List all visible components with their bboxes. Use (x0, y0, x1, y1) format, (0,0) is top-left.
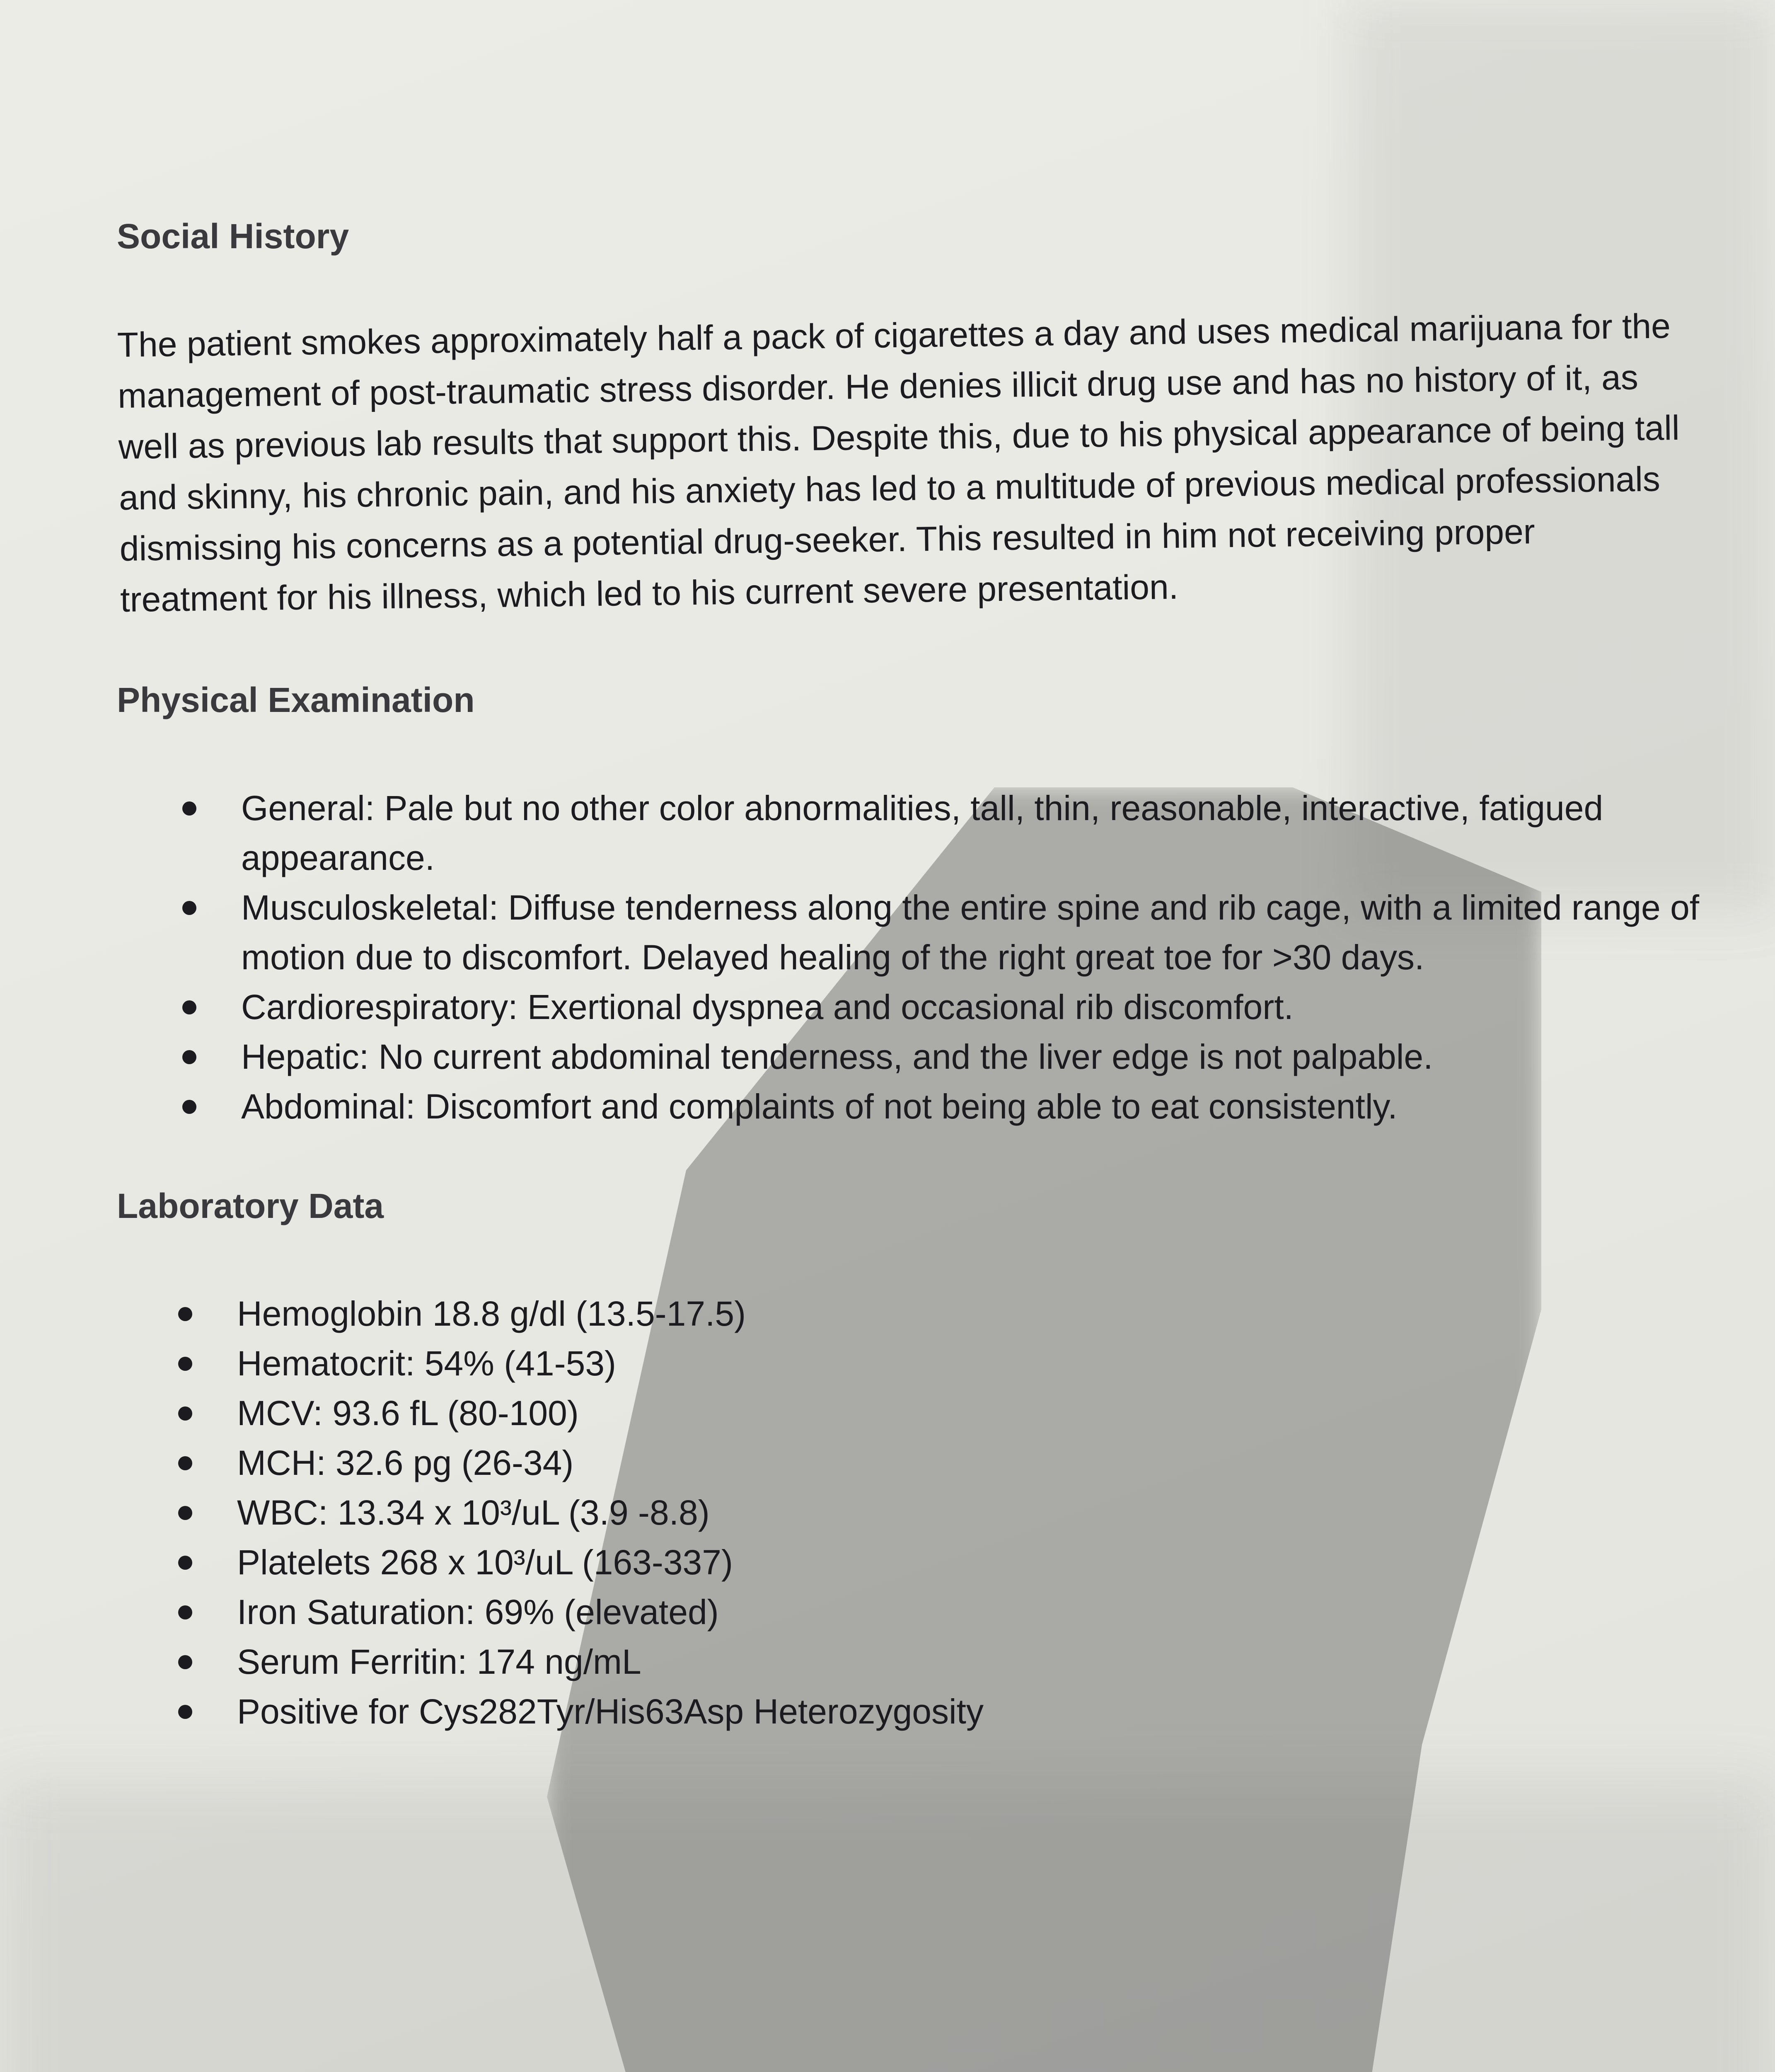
laboratory-data-heading: Laboratory Data (117, 1186, 384, 1225)
bullet-icon (182, 1000, 196, 1014)
bullet-icon (178, 1705, 192, 1719)
list-item-text: Serum Ferritin: 174 ng/mL (237, 1642, 641, 1682)
list-item-text: Hemoglobin 18.8 g/dl (13.5-17.5) (237, 1294, 746, 1334)
bullet-icon (182, 901, 196, 915)
physical-examination-heading: Physical Examination (117, 680, 475, 719)
social-history-heading: Social History (117, 217, 349, 256)
list-item (117, 1587, 1724, 1637)
list-item-text: Hematocrit: 54% (41-53) (237, 1344, 617, 1383)
list-item-text: Abdominal: Discomfort and complaints of not being able to eat consistently. (241, 1087, 1398, 1126)
list-item-text: MCV: 93.6 fL (80-100) (237, 1394, 579, 1433)
list-item-text: MCH: 32.6 pg (26-34) (237, 1443, 574, 1483)
list-item (117, 783, 1724, 883)
bullet-icon (178, 1357, 192, 1371)
bullet-icon (178, 1655, 192, 1669)
bullet-icon (178, 1506, 192, 1520)
list-item (117, 1082, 1724, 1131)
bullet-icon (178, 1605, 192, 1619)
list-item-text: Platelets 268 x 10³/uL (163-337) (237, 1543, 733, 1582)
list-item (117, 883, 1724, 982)
list-item (117, 1339, 1724, 1388)
list-item (117, 1637, 1724, 1687)
list-item (117, 1289, 1724, 1339)
list-item (117, 1438, 1724, 1488)
bullet-icon (182, 1100, 196, 1114)
bullet-icon (178, 1307, 192, 1321)
list-item (117, 1032, 1724, 1082)
physical-examination-list (117, 783, 1724, 1131)
list-item-text: Iron Saturation: 69% (elevated) (237, 1593, 719, 1632)
laboratory-data-list (117, 1289, 1724, 1736)
list-item-text: Cardiorespiratory: Exertional dyspnea and occasional rib discomfort. (241, 987, 1294, 1026)
list-item (117, 982, 1724, 1032)
list-item (117, 1687, 1724, 1736)
list-item (117, 1537, 1724, 1587)
bullet-icon (178, 1456, 192, 1470)
list-item-text: WBC: 13.34 x 10³/uL (3.9 -8.8) (237, 1493, 710, 1532)
list-item-text: Positive for Cys282Tyr/His63Asp Heterozygosity (237, 1692, 984, 1731)
bullet-icon (178, 1406, 192, 1421)
document-body (117, 215, 1724, 1736)
list-item (117, 1388, 1724, 1438)
social-history-text: The patient smokes approximately half a pack of cigarettes a day and uses medical marijuana for the management of post-traumatic stress disorder. He denies illicit drug use and has no history of it, as well as previous lab results that support this. Despite this, due to his physical appearance of being tall and skinny, his chronic pain, and his anxiety has led to a multitude of previous medical professionals dismissing his concerns as a potential drug-seeker. This resulted in him not receiving proper treatment for his illness, which led to his current severe presentation. (117, 306, 1680, 619)
bullet-icon (178, 1556, 192, 1570)
list-item-text: Musculoskeletal: Diffuse tenderness along the entire spine and rib cage, with a limited range of motion due to discomfort. Delayed healing of the right great toe for >30 days. (241, 888, 1700, 977)
list-item (117, 1488, 1724, 1537)
bullet-icon (182, 1050, 196, 1064)
list-item-text: General: Pale but no other color abnormalities, tall, thin, reasonable, interactive, fatigued appearance. (241, 788, 1603, 877)
list-item-text: Hepatic: No current abdominal tenderness, and the liver edge is not palpable. (241, 1037, 1433, 1076)
bullet-icon (182, 801, 196, 816)
